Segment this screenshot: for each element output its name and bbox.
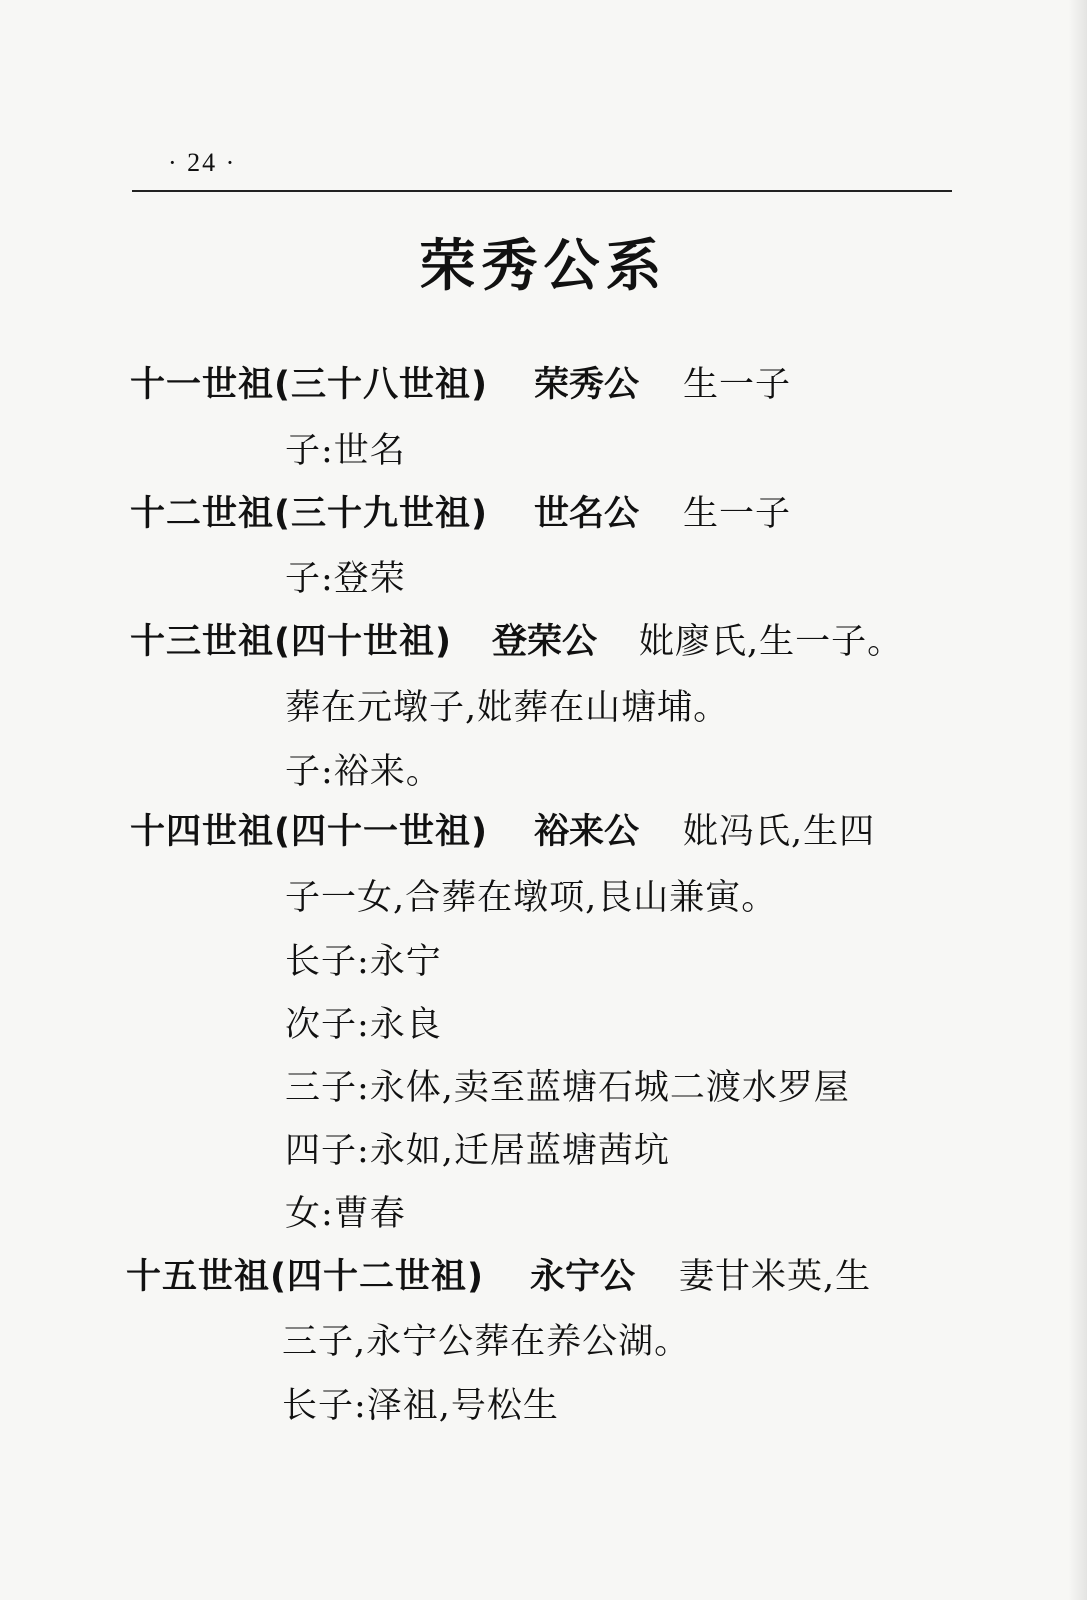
- ancestor-desc: 妣冯氏,生四: [683, 812, 876, 852]
- entry-line: 长子:泽祖,号松生: [282, 1386, 559, 1426]
- entry-line: 三子,永宁公葬在养公湖。: [282, 1322, 691, 1362]
- entry-line: 子一女,合葬在墩项,艮山兼寅。: [285, 878, 778, 918]
- entry-line: 长子:永宁: [285, 942, 442, 982]
- generation-label: 十五世祖(四十二世祖): [126, 1257, 484, 1297]
- ancestor-desc: 生一子: [683, 365, 792, 405]
- header-rule: [132, 190, 952, 192]
- ancestor-name: 世名公: [534, 494, 640, 534]
- ancestor-name: 登荣公: [492, 622, 598, 662]
- entry-line: 四子:永如,迁居蓝塘茜坑: [285, 1131, 670, 1171]
- entry-line: 三子:永体,卖至蓝塘石城二渡水罗屋: [285, 1068, 850, 1108]
- ancestor-name: 裕来公: [534, 812, 640, 852]
- page-title: 荣秀公系: [419, 233, 668, 299]
- entry-line: 子:登荣: [285, 559, 406, 599]
- entry-heading: [130, 810, 875, 854]
- ancestor-desc: 生一子: [683, 494, 792, 534]
- entry-line: 子:世名: [285, 431, 406, 471]
- generation-label: 十一世祖(三十八世祖): [130, 365, 488, 405]
- page-number: · 24 ·: [168, 148, 237, 177]
- ancestor-name: 永宁公: [530, 1257, 636, 1297]
- ancestor-desc: 妻甘米英,生: [679, 1257, 872, 1297]
- ancestor-desc: 妣廖氏,生一子。: [639, 622, 904, 662]
- ancestor-name: 荣秀公: [534, 365, 640, 405]
- generation-label: 十四世祖(四十一世祖): [130, 812, 488, 852]
- entry-heading: [130, 492, 791, 536]
- entry-line: 次子:永良: [285, 1005, 442, 1045]
- generation-label: 十三世祖(四十世祖): [130, 622, 452, 662]
- entry-heading: [130, 363, 791, 407]
- entry-line: 子:裕来。: [285, 752, 442, 792]
- entry-heading: [130, 620, 903, 664]
- entry-line: 女:曹春: [285, 1194, 406, 1234]
- entry-heading: [126, 1255, 871, 1299]
- scan-edge: [1069, 0, 1087, 1600]
- entry-line: 葬在元墩子,妣葬在山塘埔。: [285, 688, 730, 728]
- generation-label: 十二世祖(三十九世祖): [130, 494, 488, 534]
